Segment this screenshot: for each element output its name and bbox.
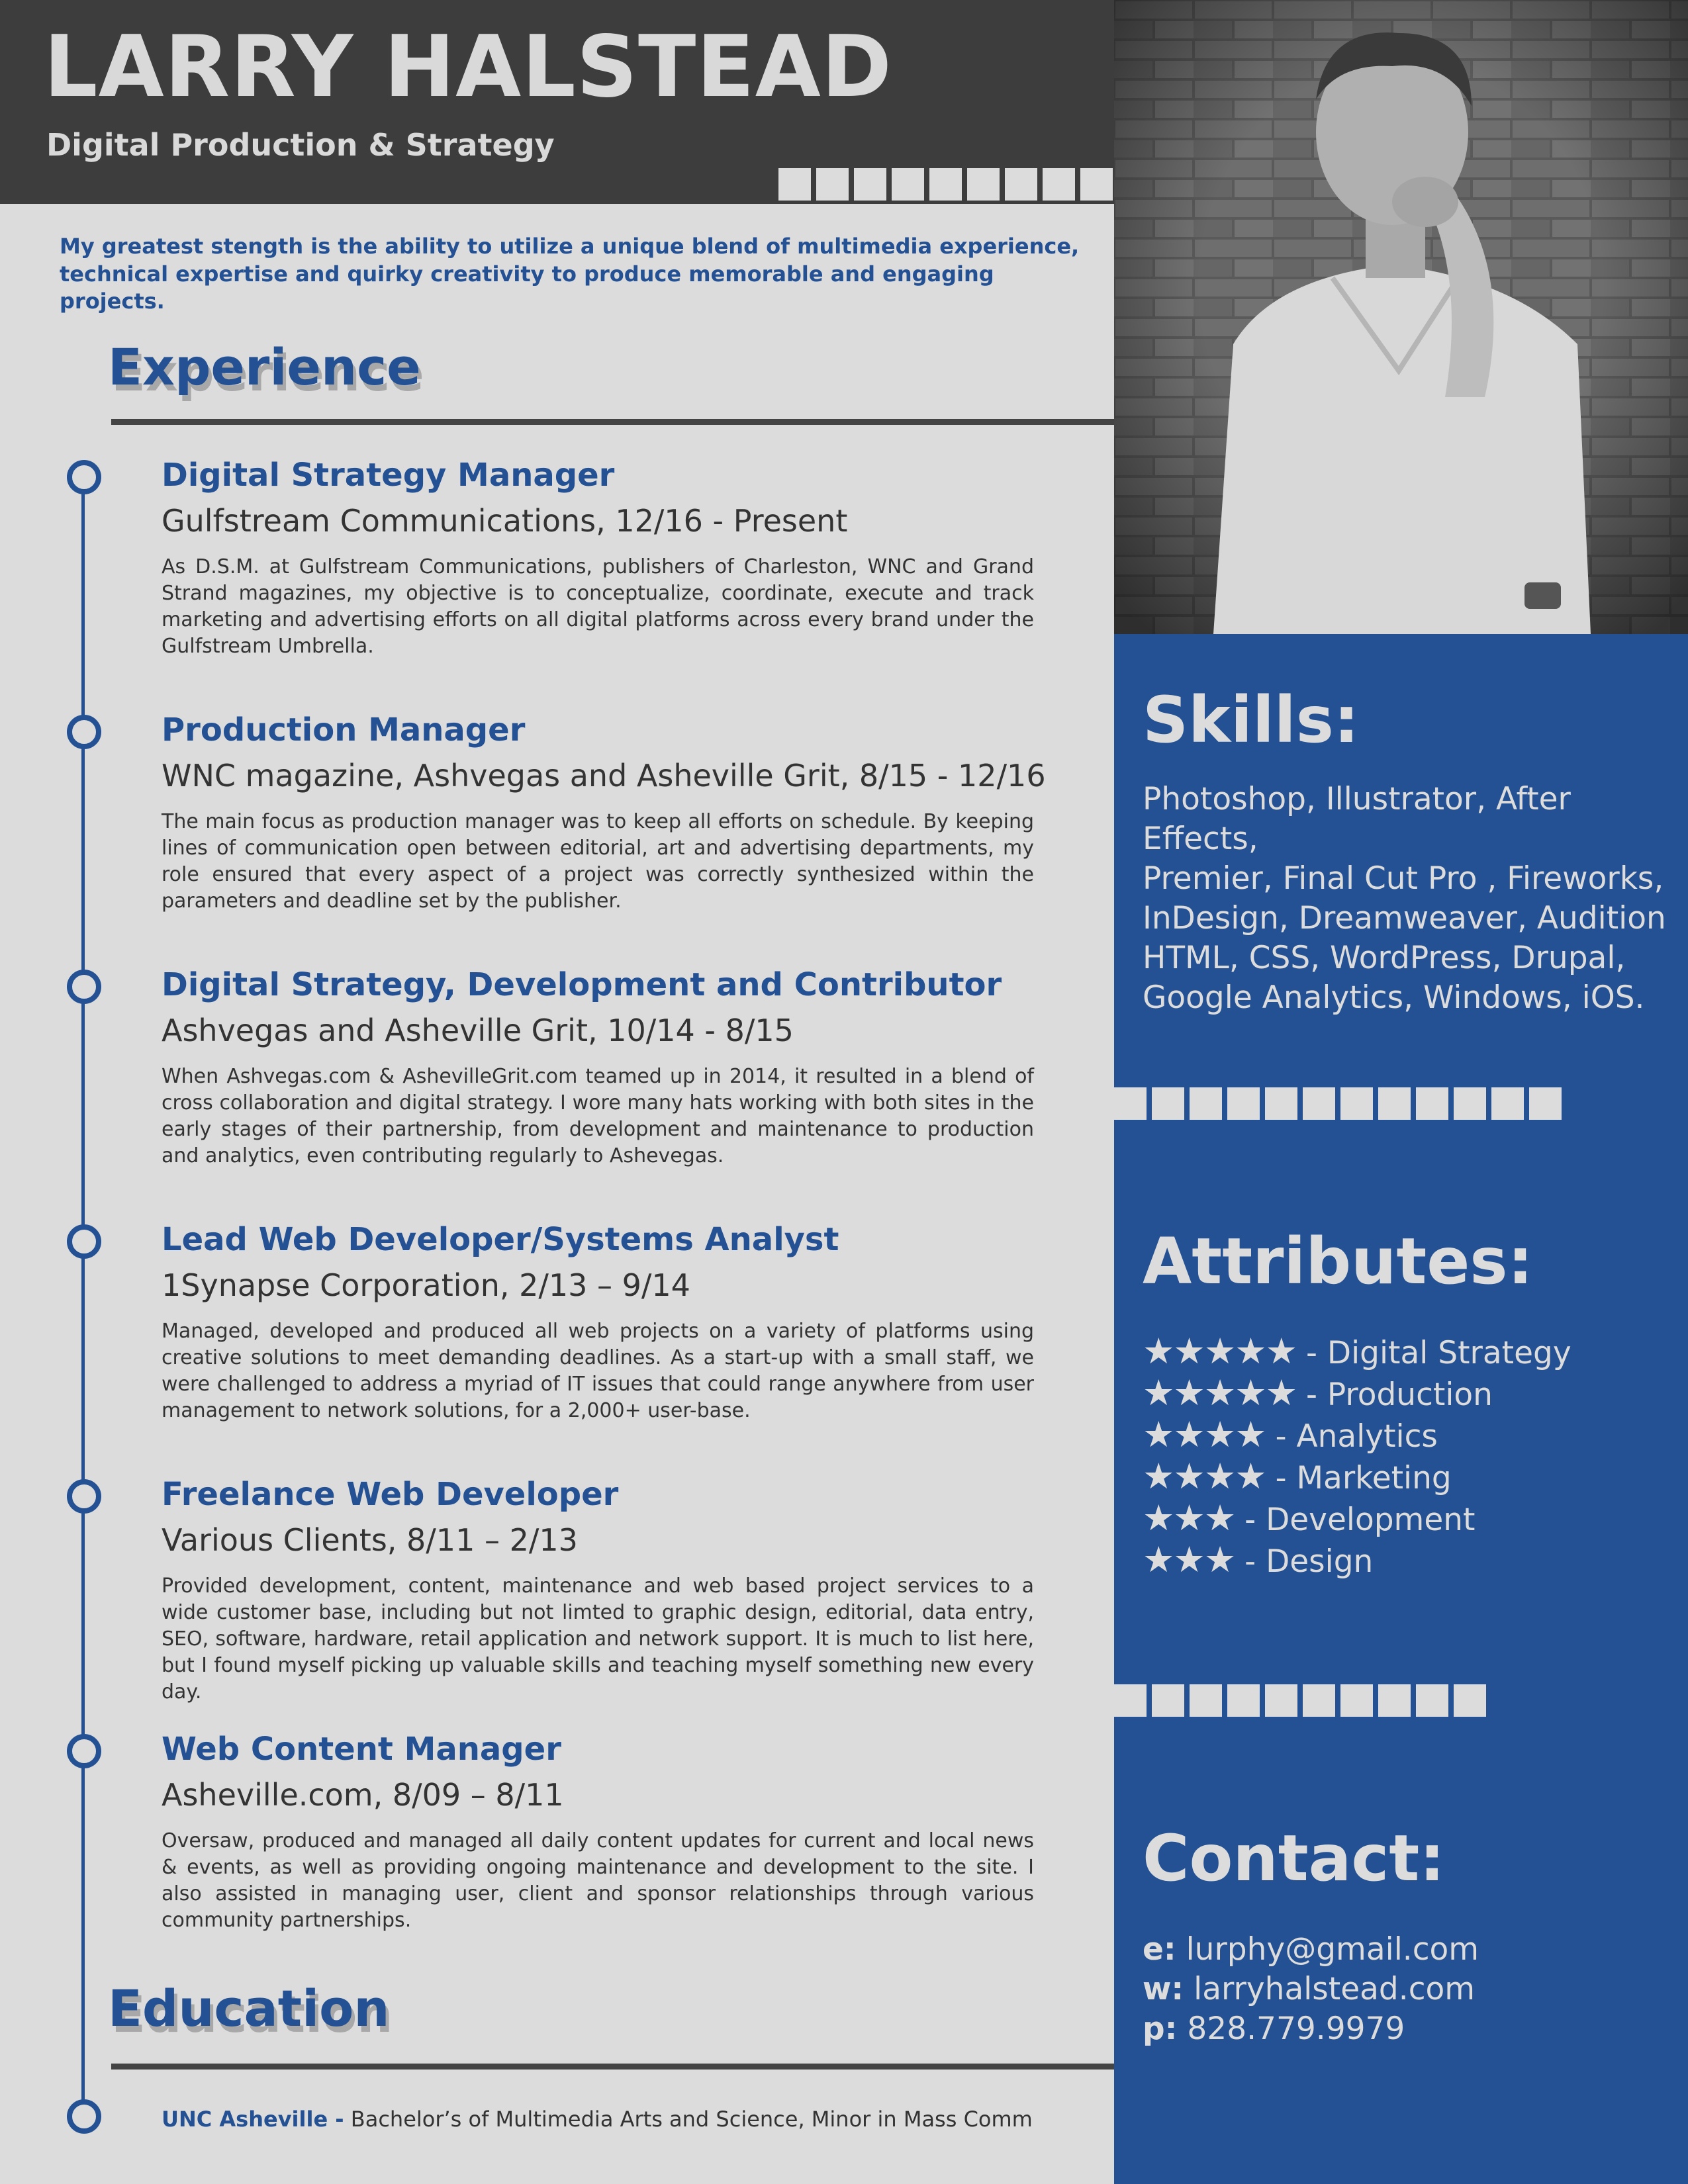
portrait-photo-icon — [1114, 0, 1688, 634]
education-degree: Bachelor’s of Multimedia Arts and Science, Minor in Mass Comm — [344, 2107, 1033, 2132]
attribute-item — [1143, 1373, 1571, 1415]
job-description: Provided development, content, maintenance and web based project services to a wide customer base, including but not limted to graphic design, editorial, data entry, SEO, software, hardware, retail application and network support. It is much to list here, but I found myself picking up valuable skills and teaching myself something new every day. — [162, 1574, 1034, 1704]
education-entry — [162, 2107, 1033, 2132]
contact-email[interactable] — [1143, 1930, 1479, 1970]
job-description: As D.S.M. at Gulfstream Communications, publishers of Charleston, WNC and Grand Strand magazines, my objective is to conceptualize, coordinate, execute and track marketing and advertising efforts on all digital platforms across every brand under the Gulfstream Umbrella. — [162, 555, 1034, 658]
timeline-node — [67, 970, 101, 1004]
education-heading: Education — [108, 1979, 390, 2038]
contact-website[interactable] — [1143, 1970, 1479, 2009]
attribute-item — [1143, 1332, 1571, 1373]
job-title: Web Content Manager — [162, 1731, 561, 1768]
star-rating-icon: ★★★ — [1143, 1539, 1235, 1580]
header-square-strip — [778, 168, 1113, 201]
job-entry — [162, 1221, 1034, 1424]
timeline-node — [67, 2099, 101, 2134]
job-entry — [162, 966, 1034, 1169]
attributes-heading: Attributes: — [1143, 1224, 1533, 1298]
portrait-photo — [1114, 0, 1688, 634]
star-rating-icon: ★★★★★ — [1143, 1372, 1297, 1414]
skills-heading: Skills: — [1143, 683, 1360, 757]
job-company: 1Synapse Corporation, 2/13 – 9/14 — [162, 1267, 690, 1303]
contact-phone[interactable] — [1143, 2009, 1479, 2049]
job-title: Lead Web Developer/Systems Analyst — [162, 1221, 839, 1258]
job-description: Oversaw, produced and managed all daily content updates for current and local news & events, as well as providing ongoing maintenance and development to the site. I also assisted in managing user, client and sponsor relationships through various community partnerships. — [162, 1829, 1034, 1932]
attribute-label: - Marketing — [1265, 1460, 1452, 1496]
summary-statement: My greatest stength is the ability to utilize a unique blend of multimedia experience, technical expertise and quirky creativity to produce memorable and engaging projects. — [60, 234, 1080, 314]
attribute-label: - Digital Strategy — [1296, 1335, 1571, 1371]
attribute-item — [1143, 1540, 1571, 1582]
contact-list — [1143, 1930, 1479, 2049]
job-title: Freelance Web Developer — [162, 1476, 619, 1513]
job-description: When Ashvegas.com & AshevilleGrit.com teamed up in 2014, it resulted in a blend of cross collaboration and digital strategy. I wore many hats working with both sites in the early stages of their partnership, from development and maintenance to production and analytics, even contributing regularly to Ashevegas. — [162, 1064, 1034, 1167]
skills-line: InDesign, Dreamweaver, Audition — [1143, 900, 1666, 936]
timeline-node — [67, 1224, 101, 1259]
skills-line: Photoshop, Illustrator, After Effects, — [1143, 781, 1571, 857]
attribute-item — [1143, 1457, 1571, 1498]
attribute-item — [1143, 1415, 1571, 1457]
job-title: Digital Strategy Manager — [162, 457, 615, 494]
attribute-label: - Analytics — [1265, 1418, 1438, 1455]
website-value[interactable]: larryhalstead.com — [1184, 1971, 1476, 2007]
subtitle: Digital Production & Strategy — [46, 127, 555, 163]
star-rating-icon: ★★★ — [1143, 1497, 1235, 1539]
star-rating-icon: ★★★★ — [1143, 1414, 1266, 1455]
skills-line: HTML, CSS, WordPress, Drupal, — [1143, 940, 1626, 976]
job-company: Gulfstream Communications, 12/16 - Present — [162, 502, 848, 539]
job-company: Asheville.com, 8/09 – 8/11 — [162, 1776, 564, 1813]
timeline-node — [67, 715, 101, 749]
job-company: Various Clients, 8/11 – 2/13 — [162, 1522, 578, 1558]
job-description: The main focus as production manager was to keep all efforts on schedule. By keeping lines of communication open between editorial, art and advertising departments, my role ensured that every aspect of a project was correctly synthesized within the parameters and deadline set by the publisher. — [162, 809, 1034, 913]
experience-rule — [111, 419, 1114, 425]
timeline-node — [67, 460, 101, 494]
sidebar-square-strip — [1114, 1684, 1486, 1717]
job-title: Production Manager — [162, 711, 526, 749]
attribute-label: - Design — [1235, 1543, 1374, 1580]
job-title: Digital Strategy, Development and Contributor — [162, 966, 1002, 1003]
phone-label: p: — [1143, 2011, 1178, 2047]
star-rating-icon: ★★★★★ — [1143, 1330, 1297, 1372]
attribute-label: - Production — [1296, 1377, 1493, 1413]
header-banner — [0, 0, 1114, 204]
job-company: Ashvegas and Asheville Grit, 10/14 - 8/15 — [162, 1012, 794, 1048]
skills-list — [1143, 780, 1688, 1018]
attribute-item — [1143, 1498, 1571, 1540]
name-title: LARRY HALSTEAD — [44, 18, 892, 116]
job-entry — [162, 1731, 1034, 1934]
sidebar-square-strip — [1114, 1087, 1562, 1120]
attributes-list — [1143, 1332, 1571, 1582]
job-entry — [162, 1476, 1034, 1706]
skills-line: Premier, Final Cut Pro , Fireworks, — [1143, 860, 1664, 897]
timeline-node — [67, 1479, 101, 1514]
timeline-node — [67, 1734, 101, 1768]
star-rating-icon: ★★★★ — [1143, 1455, 1266, 1497]
attribute-label: - Development — [1235, 1502, 1476, 1538]
job-company: WNC magazine, Ashvegas and Asheville Grit, 8/15 - 12/16 — [162, 757, 1046, 794]
education-rule — [111, 2064, 1114, 2070]
website-label: w: — [1143, 1971, 1184, 2007]
email-value[interactable]: lurphy@gmail.com — [1176, 1931, 1479, 1968]
contact-heading: Contact: — [1143, 1821, 1445, 1895]
job-entry — [162, 457, 1034, 660]
job-description: Managed, developed and produced all web projects on a variety of platforms using creative solutions to meet demanding deadlines. As a start-up with a small staff, we were challenged to address a myriad of IT issues that could range anywhere from user management to network solutions, for a 2,000+ user-base. — [162, 1319, 1034, 1422]
experience-heading: Experience — [108, 338, 421, 396]
education-school: UNC Asheville - — [162, 2107, 344, 2132]
skills-line: Google Analytics, Windows, iOS. — [1143, 979, 1645, 1016]
job-entry — [162, 711, 1046, 915]
phone-value[interactable]: 828.779.9979 — [1177, 2011, 1405, 2047]
email-label: e: — [1143, 1931, 1176, 1968]
